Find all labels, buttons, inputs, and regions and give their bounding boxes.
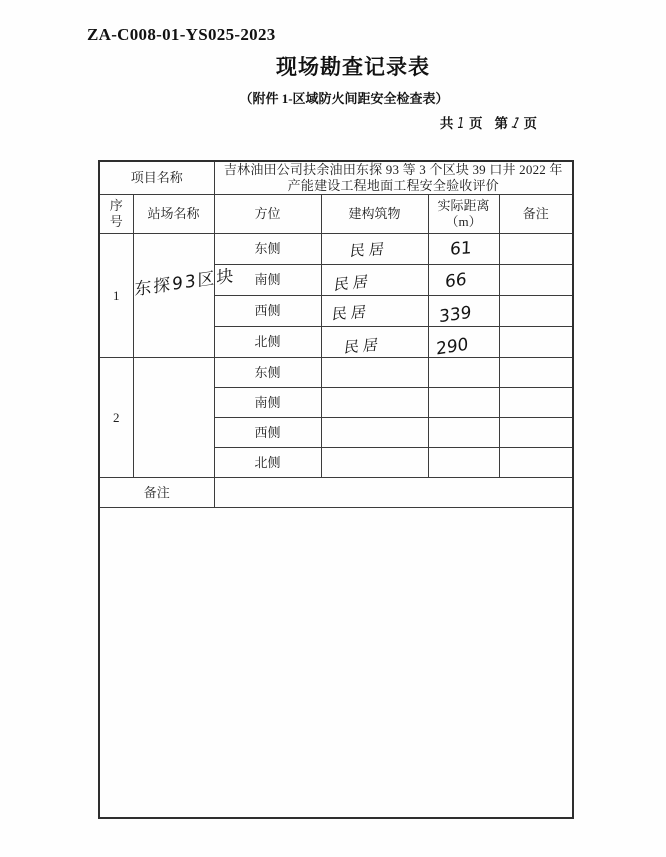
direction-cell: 南侧	[214, 388, 321, 418]
remark-cell	[499, 234, 573, 265]
remark-cell	[499, 448, 573, 478]
direction-cell: 东侧	[214, 234, 321, 265]
page-info	[0, 112, 537, 132]
col-header-structure: 建构筑物	[321, 195, 428, 234]
total-pages-label: 共	[439, 116, 454, 131]
notes-area-cell	[99, 508, 573, 818]
distance-cell	[428, 388, 499, 418]
structure-cell	[321, 418, 428, 448]
structure-cell	[321, 327, 428, 358]
structure-cell	[321, 234, 428, 265]
remark-cell	[499, 265, 573, 296]
direction-cell: 北侧	[214, 327, 321, 358]
project-name-cell	[214, 161, 573, 195]
distance-cell	[428, 234, 499, 265]
structure-cell	[321, 265, 428, 296]
col-header-distance	[428, 195, 499, 234]
survey-table	[98, 160, 574, 819]
direction-cell: 南侧	[214, 265, 321, 296]
col-header-direction: 方位	[214, 195, 321, 234]
direction-cell: 北侧	[214, 448, 321, 478]
remark-cell	[499, 358, 573, 388]
handwritten-structure: 民居	[332, 271, 373, 294]
handwritten-distance: 339	[439, 302, 472, 327]
handwritten-distance: 61	[449, 237, 472, 260]
remark-cell	[499, 327, 573, 358]
direction-cell: 东侧	[214, 358, 321, 388]
current-page-label: 第	[494, 116, 508, 131]
remark-cell	[499, 418, 573, 448]
structure-cell	[321, 296, 428, 327]
doc-code: ZA-C008-01-YS025-2023	[87, 25, 276, 44]
remark-label-cell: 备注	[99, 478, 214, 508]
handwritten-distance: 66	[444, 269, 467, 292]
col-header-distance-line2: （m）	[445, 214, 482, 229]
distance-cell	[428, 358, 499, 388]
structure-cell	[321, 388, 428, 418]
handwritten-station-name: 东探93区块	[133, 265, 235, 301]
station-name-cell-2	[133, 358, 214, 478]
seq-cell-2: 2	[99, 358, 133, 478]
direction-cell: 西侧	[214, 296, 321, 327]
handwritten-distance: 290	[436, 333, 469, 360]
page-unit-1: 页	[468, 116, 483, 131]
col-header-seq-label: 序号	[109, 198, 123, 229]
page-subtitle: （附件 1-区域防火间距安全检查表）	[239, 91, 449, 106]
handwritten-structure: 民居	[330, 302, 371, 323]
distance-cell	[428, 418, 499, 448]
distance-cell	[428, 327, 499, 358]
distance-cell	[428, 265, 499, 296]
seq-cell-1: 1	[99, 234, 133, 358]
remark-cell	[499, 296, 573, 327]
col-header-station: 站场名称	[133, 195, 214, 234]
col-header-seq	[99, 195, 133, 234]
col-header-distance-line1: 实际距离	[437, 198, 490, 213]
direction-cell: 西侧	[214, 418, 321, 448]
handwritten-structure: 民居	[342, 334, 383, 357]
distance-cell	[428, 296, 499, 327]
project-name-line1: 吉林油田公司扶余油田东探 93 等 3 个区块 39 口井 2022 年	[223, 162, 563, 177]
handwritten-current-page-value: 1	[508, 113, 524, 133]
page-title: 现场勘查记录表	[276, 55, 430, 79]
handwritten-structure: 民居	[348, 239, 389, 260]
distance-cell	[428, 448, 499, 478]
remark-cell	[499, 388, 573, 418]
col-header-remark: 备注	[499, 195, 573, 234]
structure-cell	[321, 448, 428, 478]
remark-value-cell	[214, 478, 573, 508]
project-label-cell: 项目名称	[99, 161, 214, 195]
structure-cell	[321, 358, 428, 388]
station-name-cell-1	[133, 234, 235, 358]
project-name-line2: 产能建设工程地面工程安全验收评价	[287, 178, 499, 193]
page-unit-2: 页	[523, 116, 537, 131]
handwritten-total-pages-value: 1	[456, 114, 467, 132]
